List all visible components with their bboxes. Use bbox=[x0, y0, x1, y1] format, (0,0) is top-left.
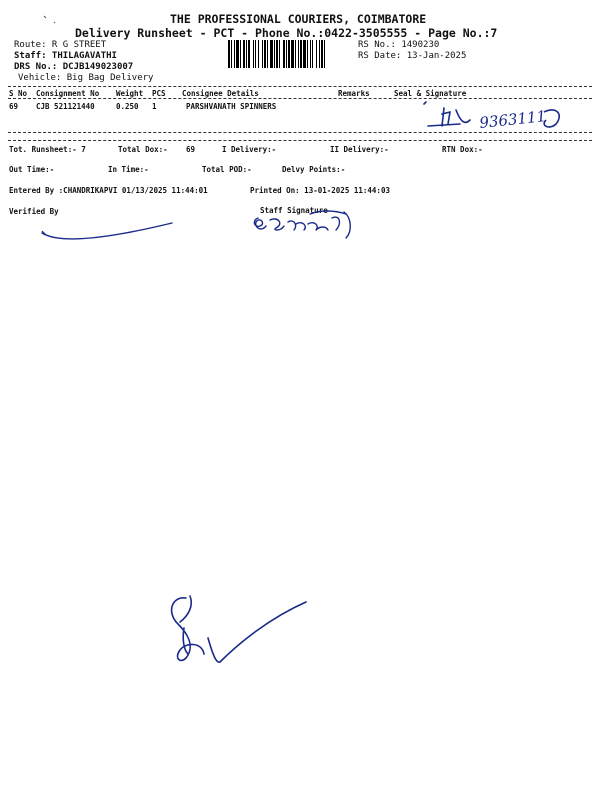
large-signature bbox=[160, 592, 320, 682]
stray-marks bbox=[42, 14, 62, 28]
printed-on: Printed On: 13-01-2025 11:44:03 bbox=[250, 186, 390, 195]
row-consignee: PARSHVANATH SPINNERS bbox=[186, 102, 277, 111]
drs-label: DRS No.: DCJB149023007 bbox=[14, 62, 134, 72]
total-pod: Total POD:- bbox=[202, 165, 252, 174]
seal-signature bbox=[420, 100, 600, 140]
route-label: Route: R G STREET bbox=[14, 40, 107, 50]
row-consignment: CJB 521121440 bbox=[36, 102, 95, 111]
runsheet-subtitle: Delivery Runsheet - PCT - Phone No.:0422-3505555 - Page No.:7 bbox=[75, 26, 498, 40]
in-time: In Time:- bbox=[108, 165, 149, 174]
table-top-rule bbox=[8, 86, 592, 87]
row-pcs: 1 bbox=[152, 102, 157, 111]
total-dox-label: Total Dox:- bbox=[118, 145, 168, 154]
vehicle-label: Vehicle: Big Bag Delivery bbox=[18, 73, 154, 83]
row-rule bbox=[8, 132, 592, 133]
i-delivery: I Delivery:- bbox=[222, 145, 277, 154]
company-title: THE PROFESSIONAL COURIERS, COIMBATORE bbox=[170, 12, 427, 26]
barcode bbox=[228, 40, 356, 68]
delvy-points: Delvy Points:- bbox=[282, 165, 346, 174]
col-header-consignee: Consignee Details bbox=[182, 89, 259, 98]
verified-signature bbox=[38, 215, 178, 245]
staff-label: Staff: THILAGAVATHI bbox=[14, 51, 117, 61]
col-header-consignment: Consignment No bbox=[36, 89, 100, 98]
total-dox-value: 69 bbox=[186, 145, 196, 154]
col-header-weight: Weight bbox=[116, 89, 144, 98]
row-weight: 0.250 bbox=[116, 102, 139, 111]
rs-date: RS Date: 13-Jan-2025 bbox=[358, 51, 467, 61]
table-header-rule bbox=[8, 98, 592, 99]
row-sno: 69 bbox=[9, 102, 19, 111]
row-rule-2 bbox=[8, 140, 592, 141]
seal-number: 9363111 bbox=[478, 107, 547, 132]
staff-signature-label: Staff Signature bbox=[260, 206, 328, 215]
col-header-seal: Seal & Signature bbox=[394, 89, 467, 98]
out-time: Out Time:- bbox=[9, 165, 55, 174]
entered-by: Entered By :CHANDRIKAPVI 01/13/2025 11:44:01 bbox=[9, 186, 208, 195]
rtn-dox: RTN Dox:- bbox=[442, 145, 483, 154]
col-header-remarks: Remarks bbox=[338, 89, 370, 98]
col-header-pcs: PCS bbox=[152, 89, 166, 98]
verified-by-label: Verified By bbox=[9, 207, 59, 216]
ii-delivery: II Delivery:- bbox=[330, 145, 389, 154]
staff-signature bbox=[250, 206, 360, 242]
col-header-sno: S No bbox=[9, 89, 28, 98]
rs-number: RS No.: 1490230 bbox=[358, 40, 440, 50]
total-runsheet: Tot. Runsheet:- 7 bbox=[9, 145, 86, 154]
